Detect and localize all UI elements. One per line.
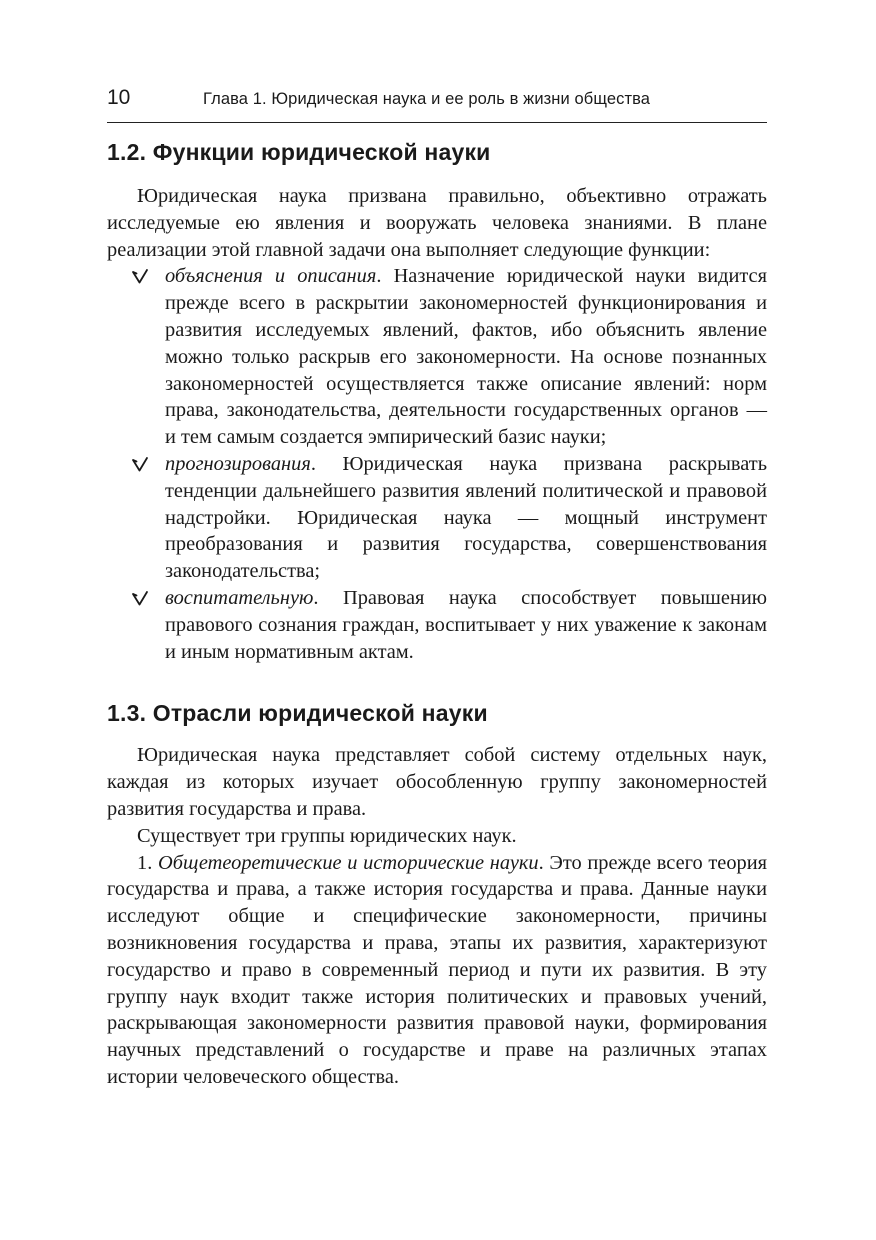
section-body-functions [107,183,767,665]
functions-list [107,263,767,665]
chapter-title: Глава 1. Юридическая наука и ее роль в жизни общества [203,90,651,108]
paragraph-term: Общетеоретические и исторические науки [158,851,539,874]
paragraph-text: . Это прежде всего теория государства и права, а также история государства и права. Данные науки исследуют общие и специфические закономерности, причины возникновения государства и права, этапы их развития, характеризуют государство и право в современный период и пути их развития. В эту группу наук входит также история политических и правовых учений, раскрывающая закономерности развития правовой науки, формирования научных представлений о государстве и праве на различных этапах истории человеческого общества. [107,851,768,1088]
section-heading-functions: 1.2. Функции юридической науки [107,139,491,165]
list-item [165,451,767,585]
paragraph-number: 1. [137,851,158,874]
checkmark-icon [131,590,149,608]
list-item-term: прогнозирования [165,452,311,475]
section-body-branches [107,742,767,1090]
book-page [107,86,767,1091]
checkmark-icon [131,268,149,286]
section-heading-branches: 1.3. Отрасли юридической науки [107,700,488,727]
list-item [165,585,767,665]
list-item-text: . Юридическая наука призвана раскрывать тенденции дальнейшего развития явлений политической и правовой надстройки. Юридическая наука — мощный инструмент преобразования и развития государства, совершенствования законодательства; [165,452,767,583]
paragraph [107,850,767,1091]
list-item-term: объяснения и описания [165,265,377,288]
paragraph-intro: Юридическая наука призвана правильно, объективно отражать исследуемые ею явления и вооружать человека знаниями. В плане реализации этой главной задачи она выполняет следующие функции: [107,185,767,261]
paragraph: Существует три группы юридических наук. [137,824,517,847]
list-item-term: воспитательную [165,586,314,609]
paragraph: Юридическая наука представляет собой систему отдельных наук, каждая из которых изучает обособленную группу закономерностей развития государства и права. [107,744,767,820]
list-item-text: . Назначение юридической науки видится прежде всего в раскрытии закономерностей функционирования и развития исследуемых явлений, фактов, ибо объяснить явление можно только раскрыв его закономерности. На основе познанных закономерностей осуществляется также описание явлений: норм права, законодательства, деятельности государственных органов — и тем самым создается эмпирический базис науки; [165,265,767,449]
list-item-text: . Правовая наука способствует повышению правового сознания граждан, воспитывает у них уважение к законам и иным нормативным актам. [165,586,767,663]
page-number: 10 [107,86,131,109]
running-header [107,86,767,123]
list-item [165,263,767,451]
checkmark-icon [131,456,149,474]
